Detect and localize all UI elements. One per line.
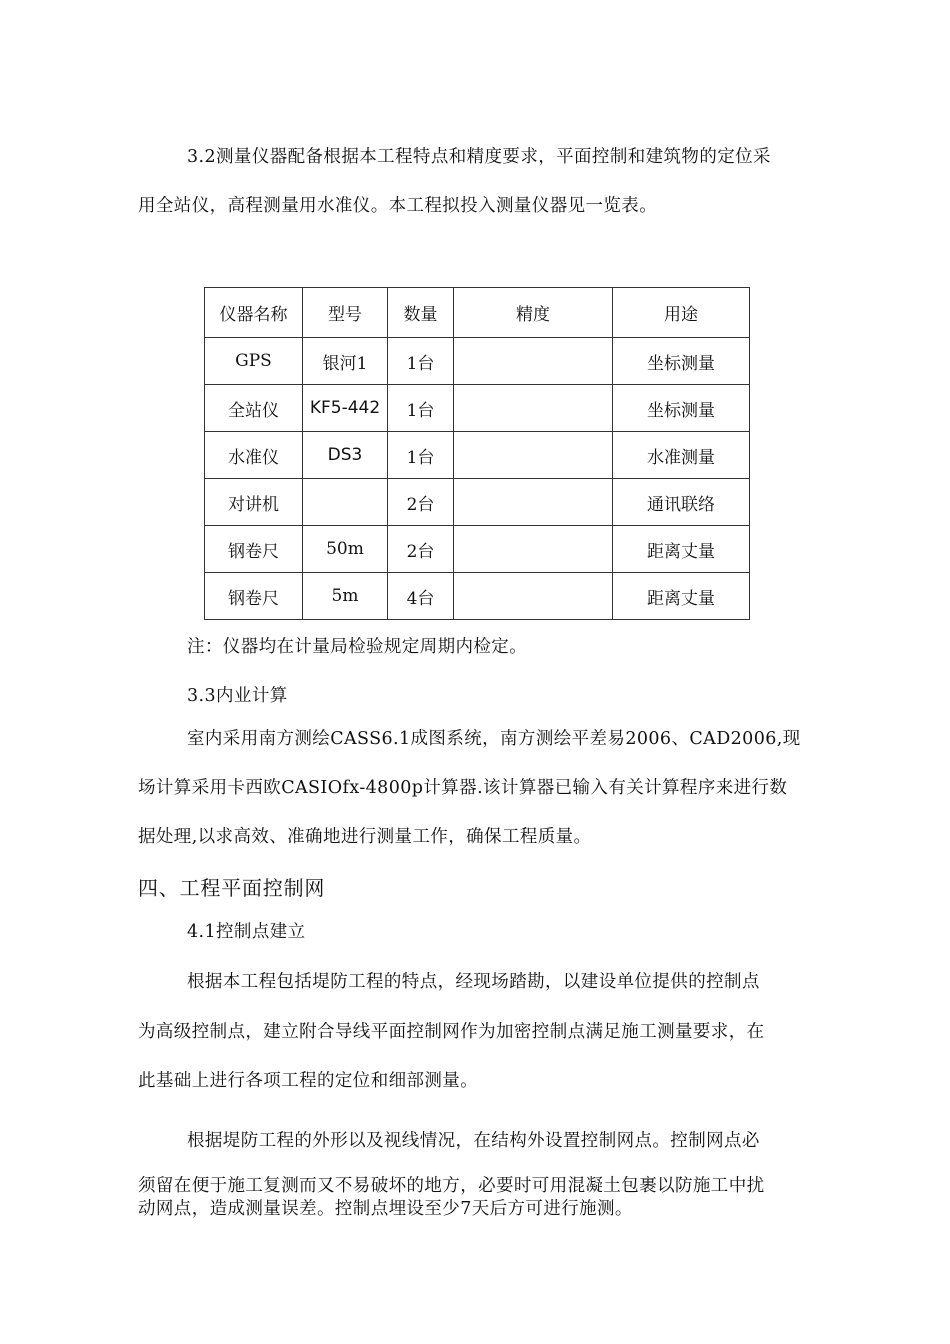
table-header-row: [205, 288, 750, 338]
table-row: [205, 573, 750, 620]
cell-purpose: 距离丈量: [613, 526, 750, 573]
cell-quantity: 2台: [388, 479, 454, 526]
cell-model: KF5-442: [303, 385, 388, 432]
chapter-4-title: 四、工程平面控制网: [138, 876, 326, 900]
cell-name: 对讲机: [205, 479, 303, 526]
section-3-3-title: 3.3内业计算: [187, 686, 288, 706]
table-row: [205, 432, 750, 479]
header-purpose: 用途: [613, 288, 750, 338]
cell-name: 水准仪: [205, 432, 303, 479]
cell-purpose: 距离丈量: [613, 573, 750, 620]
section-3-3-line-1: 室内采用南方测绘CASS6.1成图系统，南方测绘平差易2006、CAD2006,现: [187, 729, 801, 749]
cell-purpose: 通讯联络: [613, 479, 750, 526]
section-4-1-para-1-line-2: 为高级控制点，建立附合导线平面控制网作为加密控制点满足施工测量要求，在: [138, 1022, 765, 1042]
section-3-2-line-2: 用全站仪，高程测量用水准仪。本工程拟投入测量仪器见一览表。: [138, 196, 658, 216]
cell-precision: [454, 526, 613, 573]
section-4-1-para-1-line-3: 此基础上进行各项工程的定位和细部测量。: [138, 1071, 479, 1091]
cell-purpose: 水准测量: [613, 432, 750, 479]
cell-model: 50m: [303, 526, 388, 573]
section-4-1-para-2-line-3: 动网点，造成测量误差。控制点埋设至少7天后方可进行施测。: [138, 1199, 633, 1219]
cell-model: 银河1: [303, 338, 388, 385]
cell-quantity: 1台: [388, 338, 454, 385]
instrument-table: [204, 287, 750, 620]
cell-precision: [454, 432, 613, 479]
cell-name: 钢卷尺: [205, 526, 303, 573]
cell-quantity: 1台: [388, 432, 454, 479]
cell-name: GPS: [205, 338, 303, 385]
table-row: [205, 385, 750, 432]
cell-model: [303, 479, 388, 526]
header-precision: 精度: [454, 288, 613, 338]
header-quantity: 数量: [388, 288, 454, 338]
section-4-1-para-2-line-1: 根据堤防工程的外形以及视线情况，在结构外设置控制网点。控制网点必: [187, 1131, 760, 1151]
section-4-1-para-2-line-2: 须留在便于施工复测而又不易破坏的地方，必要时可用混凝土包裹以防施工中扰: [138, 1176, 765, 1196]
cell-name: 全站仪: [205, 385, 303, 432]
table-row: [205, 338, 750, 385]
table-note: 注：仪器均在计量局检验规定周期内检定。: [187, 637, 528, 657]
cell-name: 钢卷尺: [205, 573, 303, 620]
section-3-2-line-1: 3.2测量仪器配备根据本工程特点和精度要求，平面控制和建筑物的定位采: [187, 147, 771, 167]
section-3-3-line-3: 据处理,以求高效、准确地进行测量工作，确保工程质量。: [138, 827, 592, 847]
cell-precision: [454, 479, 613, 526]
table-row: [205, 479, 750, 526]
table-row: [205, 526, 750, 573]
cell-model: 5m: [303, 573, 388, 620]
cell-purpose: 坐标测量: [613, 338, 750, 385]
cell-quantity: 4台: [388, 573, 454, 620]
section-4-1-title: 4.1控制点建立: [187, 922, 306, 942]
header-model: 型号: [303, 288, 388, 338]
section-3-3-line-2: 场计算采用卡西欧CASIOfx-4800p计算器.该计算器已输入有关计算程序来进行数: [138, 778, 788, 798]
header-instrument-name: 仪器名称: [205, 288, 303, 338]
cell-quantity: 1台: [388, 385, 454, 432]
cell-precision: [454, 338, 613, 385]
cell-precision: [454, 573, 613, 620]
cell-precision: [454, 385, 613, 432]
cell-model: DS3: [303, 432, 388, 479]
section-4-1-para-1-line-1: 根据本工程包括堤防工程的特点，经现场踏勘，以建设单位提供的控制点: [187, 972, 760, 992]
cell-quantity: 2台: [388, 526, 454, 573]
cell-purpose: 坐标测量: [613, 385, 750, 432]
